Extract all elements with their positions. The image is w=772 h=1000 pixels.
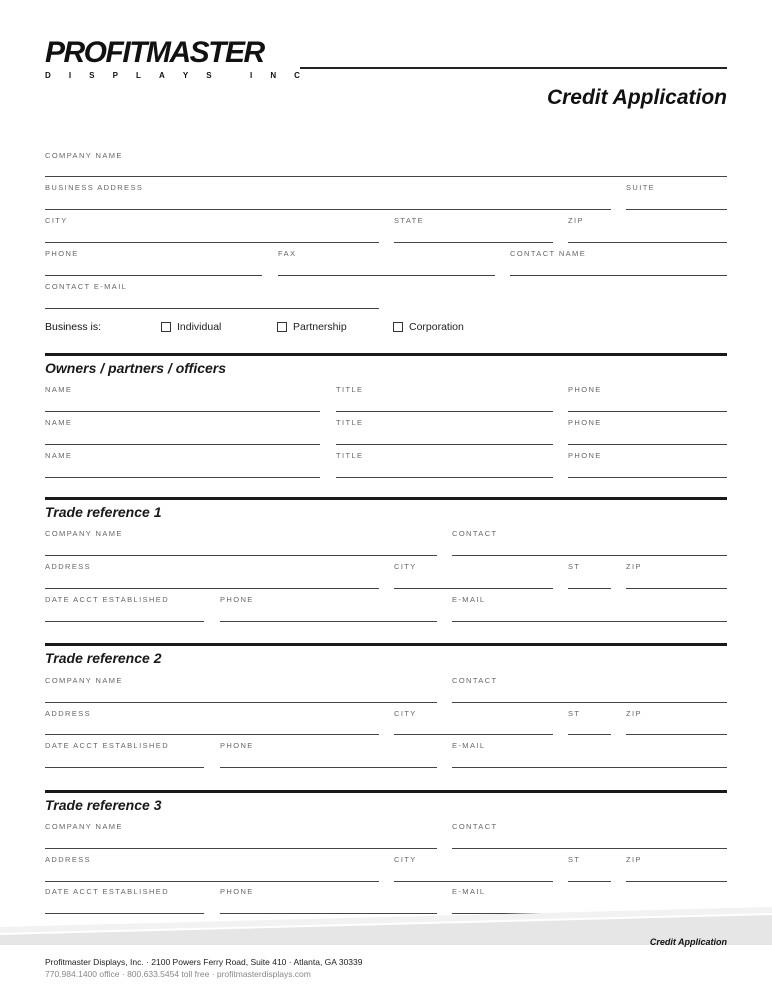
ref-company-label: COMPANY NAME xyxy=(45,676,123,685)
owner-phone-label: PHONE xyxy=(568,418,602,427)
suite-label: SUITE xyxy=(626,183,656,192)
owner-phone-label: PHONE xyxy=(568,451,602,460)
ref-date-label: DATE ACCT ESTABLISHED xyxy=(45,741,170,750)
ref-phone-field[interactable] xyxy=(220,621,437,622)
ref-city-field[interactable] xyxy=(394,734,553,735)
owner-title-label: TITLE xyxy=(336,451,364,460)
ref-contact-field[interactable] xyxy=(452,848,727,849)
state-label: STATE xyxy=(394,216,425,225)
logo-wordmark: PROFITMASTER xyxy=(45,36,264,69)
contact-email-label: CONTACT E-MAIL xyxy=(45,282,128,291)
ref-email-field[interactable] xyxy=(452,621,727,622)
ref-company-label: COMPANY NAME xyxy=(45,529,123,538)
ref-address-label: ADDRESS xyxy=(45,562,92,571)
logo-letter: I xyxy=(250,71,253,80)
section-rule xyxy=(45,353,727,356)
phone-field[interactable] xyxy=(45,275,262,276)
ref-email-label: E-MAIL xyxy=(452,741,486,750)
header-rule xyxy=(300,67,727,69)
owner-name-label: NAME xyxy=(45,385,73,394)
zip-field[interactable] xyxy=(568,242,727,243)
section-rule xyxy=(45,497,727,500)
page-title: Credit Application xyxy=(546,86,727,109)
trade-ref-1-title: Trade reference 1 xyxy=(45,504,162,520)
owner-name-label: NAME xyxy=(45,451,73,460)
checkbox-label: Partnership xyxy=(293,321,347,333)
ref-zip-label: ZIP xyxy=(626,562,642,571)
ref-contact-label: CONTACT xyxy=(452,676,498,685)
ref-email-field[interactable] xyxy=(452,767,727,768)
logo-letter xyxy=(230,71,232,81)
ref-phone-label: PHONE xyxy=(220,741,254,750)
logo-letter: Y xyxy=(182,71,189,80)
business-type-label: Business is: xyxy=(45,321,102,333)
ref-city-field[interactable] xyxy=(394,881,553,882)
ref-date-field[interactable] xyxy=(45,767,204,768)
logo-letter: S xyxy=(89,71,95,80)
ref-zip-label: ZIP xyxy=(626,709,642,718)
fax-field[interactable] xyxy=(278,275,495,276)
ref-city-label: CITY xyxy=(394,855,417,864)
ref-company-field[interactable] xyxy=(45,702,437,703)
owner-title-field[interactable] xyxy=(336,477,553,478)
phone-label: PHONE xyxy=(45,249,79,258)
section-rule xyxy=(45,790,727,793)
logo-letter: D xyxy=(45,71,51,80)
owner-name-field[interactable] xyxy=(45,411,320,412)
ref-zip-field[interactable] xyxy=(626,588,727,589)
ref-address-field[interactable] xyxy=(45,588,379,589)
ref-date-field[interactable] xyxy=(45,621,204,622)
ref-st-field[interactable] xyxy=(568,588,611,589)
owner-phone-field[interactable] xyxy=(568,477,727,478)
owner-title-field[interactable] xyxy=(336,444,553,445)
footer-address: Profitmaster Displays, Inc. · 2100 Powers Ferry Road, Suite 410 · Atlanta, GA 30339 xyxy=(45,957,363,967)
ref-contact-field[interactable] xyxy=(452,555,727,556)
ref-contact-label: CONTACT xyxy=(452,529,498,538)
ref-contact-field[interactable] xyxy=(452,702,727,703)
trade-ref-3-title: Trade reference 3 xyxy=(45,797,162,813)
logo-subtitle xyxy=(45,71,300,81)
logo-letter: A xyxy=(158,71,165,80)
ref-phone-label: PHONE xyxy=(220,887,254,896)
ref-zip-field[interactable] xyxy=(626,881,727,882)
footer-contact: 770.984.1400 office · 800.633.5454 toll free · profitmasterdisplays.com xyxy=(45,969,311,979)
ref-address-field[interactable] xyxy=(45,881,379,882)
trade-ref-2-title: Trade reference 2 xyxy=(45,650,162,666)
logo-letter: N xyxy=(270,71,277,80)
ref-st-field[interactable] xyxy=(568,734,611,735)
checkbox-icon xyxy=(161,322,171,332)
ref-st-label: ST xyxy=(568,562,581,571)
ref-address-label: ADDRESS xyxy=(45,855,92,864)
ref-phone-field[interactable] xyxy=(220,767,437,768)
ref-st-label: ST xyxy=(568,709,581,718)
contact-name-label: CONTACT NAME xyxy=(510,249,587,258)
ref-company-field[interactable] xyxy=(45,848,437,849)
ref-phone-label: PHONE xyxy=(220,595,254,604)
footer-title: Credit Application xyxy=(649,937,727,947)
ref-address-field[interactable] xyxy=(45,734,379,735)
individual-checkbox[interactable] xyxy=(161,321,221,333)
logo-letter: I xyxy=(68,71,72,80)
ref-email-label: E-MAIL xyxy=(452,595,486,604)
ref-zip-label: ZIP xyxy=(626,855,642,864)
ref-city-label: CITY xyxy=(394,562,417,571)
ref-zip-field[interactable] xyxy=(626,734,727,735)
checkbox-icon xyxy=(277,322,287,332)
fax-label: FAX xyxy=(278,249,297,258)
logo-letter: P xyxy=(112,71,118,80)
owner-title-field[interactable] xyxy=(336,411,553,412)
ref-address-label: ADDRESS xyxy=(45,709,92,718)
contact-email-field[interactable] xyxy=(45,308,379,309)
owner-phone-field[interactable] xyxy=(568,444,727,445)
ref-st-label: ST xyxy=(568,855,581,864)
owner-name-field[interactable] xyxy=(45,444,320,445)
zip-label: ZIP xyxy=(568,216,584,225)
corporation-checkbox[interactable] xyxy=(393,321,464,333)
owner-title-label: TITLE xyxy=(336,385,364,394)
contact-name-field[interactable] xyxy=(510,275,727,276)
checkbox-label: Corporation xyxy=(409,321,464,333)
checkbox-label: Individual xyxy=(177,321,222,333)
ref-city-label: CITY xyxy=(394,709,417,718)
owners-section-title: Owners / partners / officers xyxy=(45,360,227,376)
ref-city-field[interactable] xyxy=(394,588,553,589)
logo-letter: L xyxy=(136,71,141,80)
ref-contact-label: CONTACT xyxy=(452,822,498,831)
company-name-field[interactable] xyxy=(45,176,727,177)
ref-email-label: E-MAIL xyxy=(452,887,486,896)
business-address-field[interactable] xyxy=(45,209,611,210)
owner-name-label: NAME xyxy=(45,418,73,427)
ref-st-field[interactable] xyxy=(568,881,611,882)
ref-company-label: COMPANY NAME xyxy=(45,822,123,831)
owner-phone-label: PHONE xyxy=(568,385,602,394)
suite-field[interactable] xyxy=(626,209,727,210)
ref-date-label: DATE ACCT ESTABLISHED xyxy=(45,595,170,604)
logo-letter: C xyxy=(294,71,300,80)
owner-name-field[interactable] xyxy=(45,477,320,478)
owner-title-label: TITLE xyxy=(336,418,364,427)
business-address-label: BUSINESS ADDRESS xyxy=(45,183,144,192)
company-name-label: COMPANY NAME xyxy=(45,151,123,160)
section-rule xyxy=(45,643,727,646)
ref-date-label: DATE ACCT ESTABLISHED xyxy=(45,887,170,896)
state-field[interactable] xyxy=(394,242,553,243)
ref-company-field[interactable] xyxy=(45,555,437,556)
city-label: CITY xyxy=(45,216,68,225)
owner-phone-field[interactable] xyxy=(568,411,727,412)
logo-letter: S xyxy=(206,71,212,80)
partnership-checkbox[interactable] xyxy=(277,321,347,333)
city-field[interactable] xyxy=(45,242,379,243)
checkbox-icon xyxy=(393,322,403,332)
